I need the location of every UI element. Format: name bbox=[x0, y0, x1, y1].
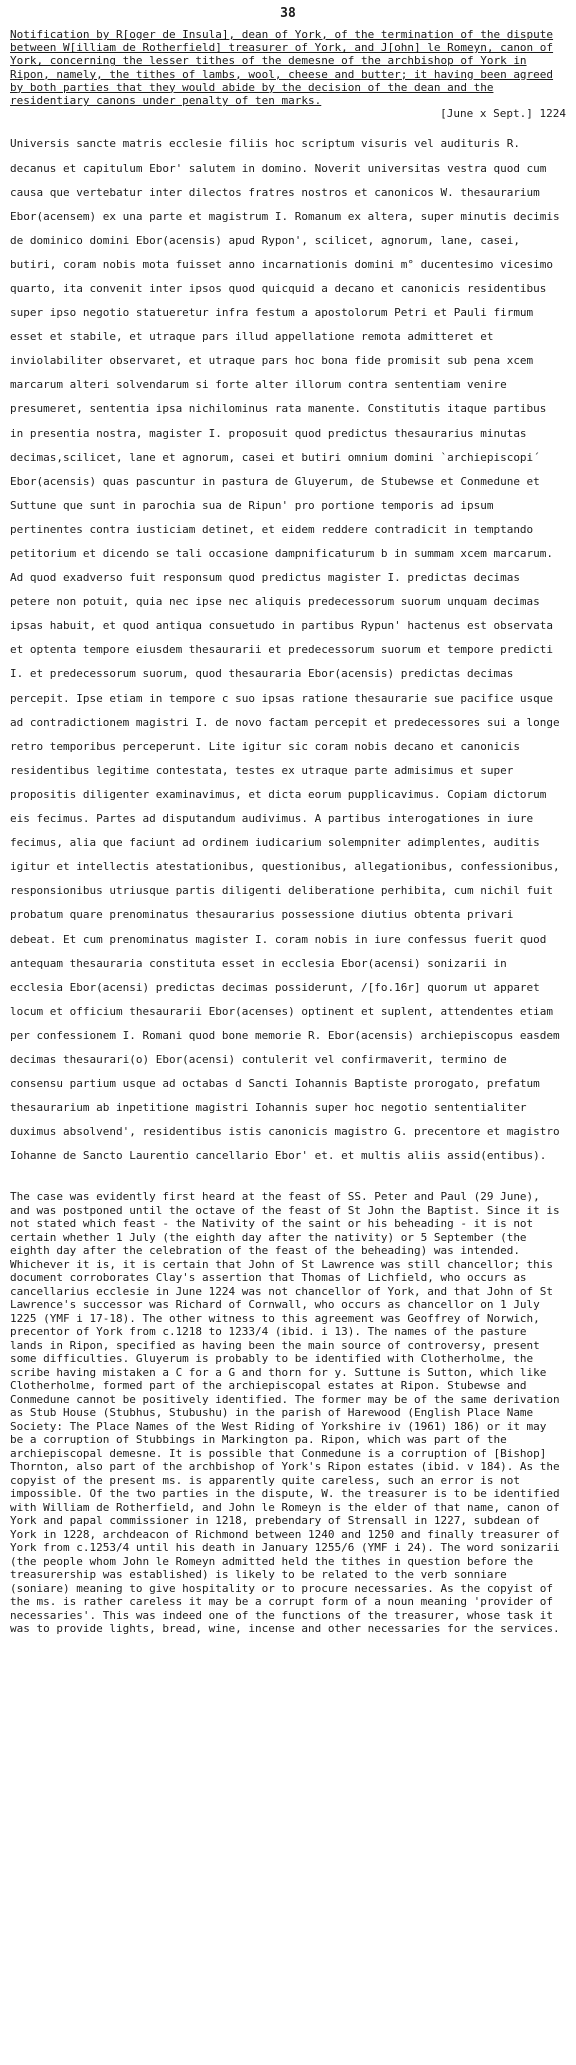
latin-charter-text: Universis sancte matris ecclesie filiis hoc scriptum visuris vel audituris R. decanus et capitulum Ebor' salutem in domino. Noverit universitas vestra quod cum causa que vertebatur inter dilectos fratres nostros et canonicos W. thesaurarium Ebor(acensem) ex una parte et magistrum I. Romanum ex altera, super minutis decimis de dominico domini Ebor(acensis) apud Rypon', scilicet, agnorum, lane, casei, butiri, coram nobis mota fuisset anno incarnationis domini m° ducentesimo vicesimo quarto, ita convenit inter ipsos quod quicquid a decano et canonicis residentibus super ipso negotio statueretur infra festum a apostolorum Petri et Pauli firmum esset et stabile, et utraque pars illud appellatione remota admitteret et inviolabiliter observaret, et utraque pars hoc bona fide promisit sub pena xcem marcarum alteri solvendarum si forte alter illorum contra sententiam venire presumeret, sententia ipsa nichilominus rata manente. Constitutis itaque partibus in presentia nostra, magister I. proposuit quod predictus thesaurarius minutas decimas,scilicet, lane et agnorum, casei et butiri omnium domini `archiepiscopi´ Ebor(acensis) quas pascuntur in pastura de Gluyerum, de Stubewse et Conmedune et Suttune que sunt in parochia sua de Ripun' pro portione temporis ad ipsum pertinentes contra iusticiam detinet, et eidem reddere contradicit in temptando petitorium et dicendo se tali occasione dampnificaturum b in summam xcem marcarum. Ad quod exadverso fuit responsum quod predictus magister I. predictas decimas petere non potuit, quia nec ipse nec aliquis predecessorum suorum unquam decimas ipsas habuit, et quod antiqua consuetudo in partibus Rypun' hactenus est observata et optenta tempore eiusdem thesaurarii et predecessorum suorum et tempore predicti I. et predecessorum suorum, quod thesauraria Ebor(acensis) predictas decimas percepit. Ipse etiam in tempore c suo ipsas ratione thesaurarie sue pacifice usque ad contradictionem magistri I. de novo factam percepit et predecessores sui a longe retro temporibus perceperunt. Lite igitur sic coram nobis decano et canonicis residentibus legitime contestata, testes ex utraque parte admisimus et super propositis diligenter examinavimus, et dicta eorum pupplicavimus. Copiam dictorum eis fecimus. Partes ad disputandum audivimus. A partibus interogationes in iure fecimus, alia que faciunt ad ordinem iudicarium solempniter adimplentes, auditis igitur et intellectis atestationibus, questionibus, allegationibus, confessionibus, responsionibus utriusque partis diligenti deliberatione perhibita, cum nichil fuit probatum quare prenominatus thesaurarius possessione diutius obtenta privari debeat. Et cum prenominatus magister I. coram nobis in iure confessus fuerit quod antequam thesauraria constituta esset in ecclesia Ebor(acensi) sonizarii in ecclesia Ebor(acensi) predictas decimas possiderunt, /[fo.16r] quorum ut apparet locum et officium thesaurarii Ebor(acenses) optinent et suplent, attendentes etiam per confessionem I. Romani quod bone memorie R. Ebor(acensis) archiepiscopus easdem decimas thesaurari(o) Ebor(acensi) contulerit vel confirmaverit, termino de consensu partium usque ad octabas d Sancti Iohannis Baptiste prorogato, prefatum thesaurarium ab inpetitione magistri Iohannis super hoc negotio sententialiter duximus absolvend', residentibus istis canonicis magistro G. precentore et magistro Iohanne de Sancto Laurentio cancellario Ebor' et. et multis aliis assid(entibus). bbox=[10, 137, 560, 1163]
document-page bbox=[10, 0, 566, 1636]
editorial-commentary: The case was evidently first heard at the feast of SS. Peter and Paul (29 June), and was postponed until the octave of the feast of St John the Baptist. Since it is not stated which feast - the Nativity of the saint or his beheading - it is not certain whether 1 July (the eighth day after the nativity) or 5 September (the eighth day after the celebration of the feast of the beheading) was intended. Whichever it is, it is certain that John of St Lawrence was still chancellor; this document corroborates Clay's assertion that Thomas of Lichfield, who occurs as cancellarius ecclesie in June 1224 was not chancellor of York, and that John of St Lawrence's successor was Richard of Cornwall, who occurs as chancellor on 1 July 1225 (YMF i 17-18). The other witness to this agreement was Geoffrey of Norwich, precentor of York from c.1218 to 1233/4 (ibid. i 13). The names of the pasture lands in Ripon, specified as having been the main source of controversy, present some difficulties. Gluyerum is probably to be identified with Clotherholme, the scribe having mistaken a C for a G and thorn for y. Suttune is Sutton, which like Clotherholme, formed part of the archiepiscopal estates at Ripon. Stubewse and Conmedune cannot be positively identified. The former may be of the same derivation as Stub House (Stubhus, Stubushu) in the parish of Harewood (English Place Name Society: The Place Names of the West Riding of Yorkshire iv (1961) 186) or it may be a corruption of Stubbings in Markington pa. Ripon, which was part of the archiepiscopal demesne. It is possible that Conmedune is a corruption of [Bishop] Thornton, also part of the archbishop of York's Ripon estates (ibid. v 184). As the copyist of the present ms. is apparently quite careless, such an error is not impossible. Of the two parties in the dispute, W. the treasurer is to be identified with William de Rotherfield, and John le Romeyn is the elder of that name, canon of York and papal commissioner in 1218, prebendary of Strensall in 1227, subdean of York in 1228, archdeacon of Richmond between 1240 and 1250 and finally treasurer of York from c.1253/4 until his death in January 1255/6 (YMF i 24). The word sonizarii (the people whom John le Romeyn admitted held the tithes in question before the treasurership was established) is likely to be related to the verb sonniare (soniare) meaning to give hospitality or to procure necessaries. As the copyist of the ms. is rather careless it may be a corrupt form of a noun meaning 'provider of necessaries'. This was indeed one of the functions of the treasurer, whose task it was to provide lights, bread, wine, incense and other necessaries for the services. bbox=[10, 1190, 560, 1636]
heading-date: [June x Sept.] 1224 bbox=[440, 107, 566, 121]
document-heading: Notification by R[oger de Insula], dean of York, of the termination of the dispute between W[illiam de Rotherfield] treasurer of York, and J[ohn] le Romeyn, canon of York, concerning the lesser tithes of the demesne of the archbishop of York in Ripon, namely, the tithes of lambs, wool, cheese and butter; it having been agreed by both parties that they would abide by the decision of the dean and the residentiary canons under penalty of ten marks. bbox=[10, 28, 554, 108]
page-number: 38 bbox=[280, 6, 296, 21]
